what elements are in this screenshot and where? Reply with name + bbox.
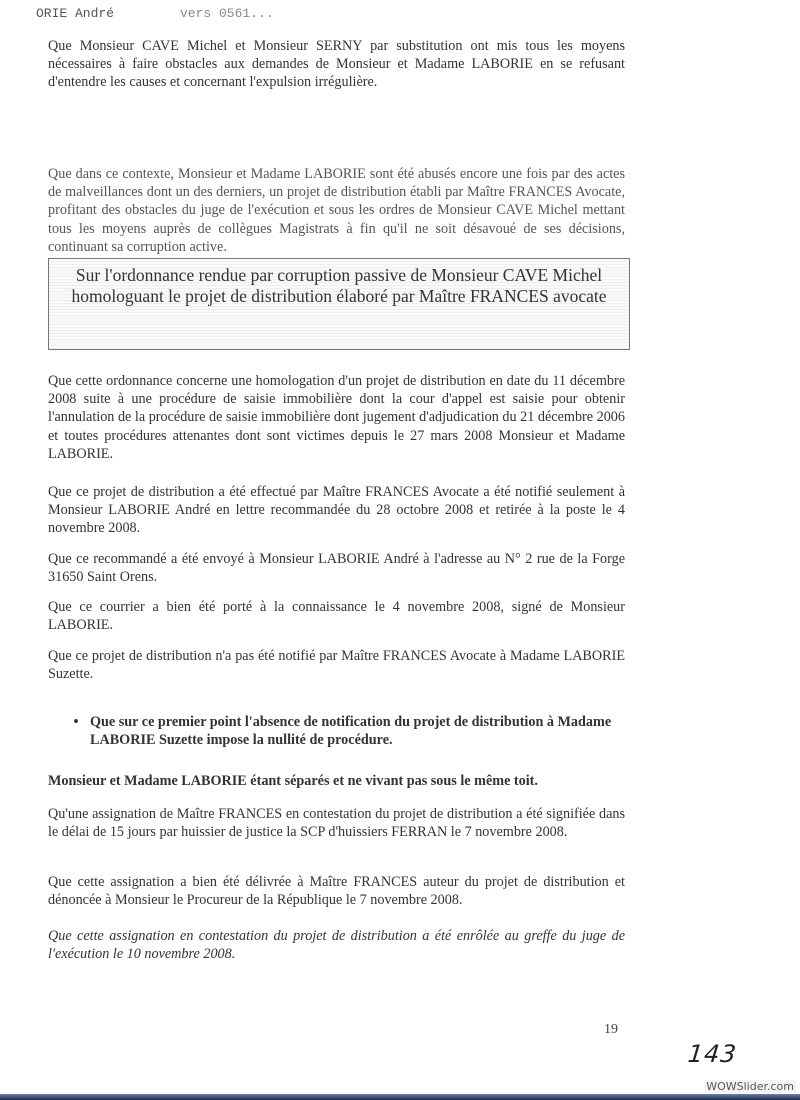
bottom-bar: [0, 1094, 800, 1100]
section-heading-box: [48, 258, 630, 350]
paragraph-6: Que ce courrier a bien été porté à la connaissance le 4 novembre 2008, signé de Monsieur LABORIE.: [48, 599, 625, 634]
paragraph-11: Que cette assignation en contestation du projet de distribution a été enrôlée au greffe du juge de l'exécution le 10 novembre 2008.: [48, 928, 625, 963]
watermark: WOWSlider.com: [706, 1080, 794, 1093]
bullet-icon: •: [73, 714, 79, 730]
bullet-item: [62, 713, 624, 749]
paragraph-9: Qu'une assignation de Maître FRANCES en contestation du projet de distribution a été signifiée dans le délai de 15 jours par huissier de justice la SCP d'huissiers FERRAN le 7 novembre 2008.: [48, 806, 625, 841]
paragraph-8: Monsieur et Madame LABORIE étant séparés et ne vivant pas sous le même toit.: [48, 773, 538, 789]
header-left: ORIE André: [36, 6, 115, 21]
handwritten-number: 143: [686, 1040, 739, 1068]
page-number: 19: [604, 1022, 618, 1037]
header-right: vers 0561...: [180, 6, 274, 21]
paragraph-7: Que ce projet de distribution n'a pas été notifié par Maître FRANCES Avocate à Madame LABORIE Suzette.: [48, 648, 625, 683]
paragraph-5: Que ce recommandé a été envoyé à Monsieur LABORIE André à l'adresse au N° 2 rue de la Forge 31650 Saint Orens.: [48, 551, 625, 586]
paragraph-2: Que dans ce contexte, Monsieur et Madame LABORIE sont été abusés encore une fois par des actes de malveillances dont un des derniers, un projet de distribution établi par Maître FRANCES Avocate, profitant des obstacles du juge de l'exécution et sous les ordres de Monsieur CAVE Michel mettant tous les moyens auprès de collègues Magistrats à fin qu'il ne soit désavoué de ses décisions, continuant sa corruption active.: [48, 166, 625, 255]
bullet-text: Que sur ce premier point l'absence de notification du projet de distribution à Madame LABORIE Suzette impose la nullité de procédure.: [90, 714, 612, 749]
section-heading: Sur l'ordonnance rendue par corruption passive de Monsieur CAVE Michel homologuant le projet de distribution élaboré par Maître FRANCES avocate: [71, 265, 607, 306]
paragraph-10: Que cette assignation a bien été délivrée à Maître FRANCES auteur du projet de distribution et dénoncée à Monsieur le Procureur de la République le 7 novembre 2008.: [48, 874, 625, 909]
paragraph-1: Que Monsieur CAVE Michel et Monsieur SERNY par substitution ont mis tous les moyens nécessaires à faire obstacles aux demandes de Monsieur et Madame LABORIE en se refusant d'entendre les causes et concernant l'expulsion irrégulière.: [48, 38, 625, 91]
paragraph-3: Que cette ordonnance concerne une homologation d'un projet de distribution en date du 11 décembre 2008 suite à une procédure de saisie immobilière dont la cour d'appel est saisie pour obtenir l'annulation de la procédure de saisie immobilière dont jugement d'adjudication du 21 décembre 2006 et toutes procédures attenantes dont sont victimes depuis le 27 mars 2008 Monsieur et Madame LABORIE.: [48, 373, 625, 462]
paragraph-4: Que ce projet de distribution a été effectué par Maître FRANCES Avocate a été notifié seulement à Monsieur LABORIE André en lettre recommandée du 28 octobre 2008 et retirée à la poste le 4 novembre 2008.: [48, 484, 625, 537]
